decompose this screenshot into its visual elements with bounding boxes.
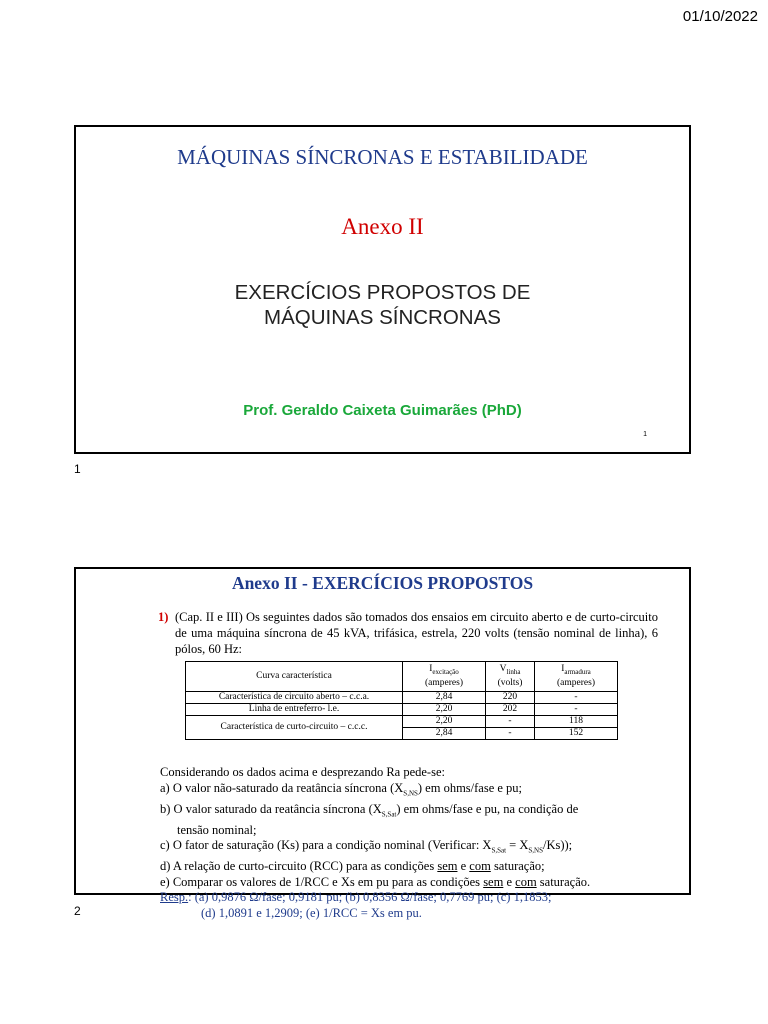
slide-1-number: 1	[643, 431, 647, 438]
cell-curve: Linha de entreferro- l.e.	[186, 703, 403, 715]
page-number-1: 1	[74, 462, 81, 476]
cell-armature: 118	[535, 715, 618, 727]
table-row	[186, 703, 618, 715]
cell-excitation: 2,84	[403, 691, 486, 703]
exercises-heading-line-1: EXERCÍCIOS PROPOSTOS DE	[234, 281, 531, 304]
cell-armature: -	[535, 691, 618, 703]
slide-1	[74, 125, 691, 454]
cell-excitation: 2,20	[403, 703, 486, 715]
slide-2	[74, 567, 691, 920]
item-b: b) O valor saturado da reatância síncrona $(X_{S,Sat})$ em ohms/fase e pu, na condição de	[160, 801, 579, 818]
header-armature-current: $I_{armadura}$ (amperes)	[535, 662, 618, 692]
test-data-table	[185, 661, 618, 740]
cell-curve: Característica de circuito aberto – c.c.a.	[186, 691, 403, 703]
considering-line: Considerando os dados acima e desprezando Ra pede-se:	[160, 765, 445, 779]
question-items	[160, 765, 658, 921]
slide-2-title: Anexo II - EXERCÍCIOS PROPOSTOS	[231, 573, 534, 593]
cell-voltage: 220	[486, 691, 535, 703]
page-number-2: 2	[74, 904, 81, 918]
exercises-heading	[76, 280, 689, 330]
item-d: d) A relação de curto-circuito (RCC) para as condições sem e com saturação;	[160, 859, 545, 873]
cell-voltage: 202	[486, 703, 535, 715]
question-number: 1)	[158, 610, 169, 624]
cell-excitation: 2,20	[403, 715, 486, 727]
item-e: e) Comparar os valores de 1/RCC e Xs em pu para as condições sem e com saturação.	[160, 874, 591, 889]
table-row	[186, 715, 618, 727]
header-curve: Curva característica	[186, 662, 403, 692]
exercise-body	[158, 609, 658, 740]
header-line-voltage: $V_{linha}$ (volts)	[486, 662, 535, 692]
cell-curve: Característica de curto-circuito – c.c.c.	[186, 715, 403, 739]
table-header-row	[186, 662, 618, 692]
cell-armature: 152	[535, 727, 618, 739]
item-c: c) O fator de saturação (Ks) para a condição nominal (Verificar: $X_{S,Sat} = X_{S,NS}/Ks$));	[160, 838, 573, 855]
professor-name: Prof. Geraldo Caixeta Guimarães (PhD)	[243, 402, 522, 419]
cell-armature: -	[535, 703, 618, 715]
table-row	[186, 691, 618, 703]
answer-line-2: (d) 1,0891 e 1,2909; (e) 1/RCC = Xs em pu.	[201, 905, 422, 920]
answer-line-1: Resp.: (a) 0,9876 Ω/fase; 0,9181 pu; (b) 0,8356 Ω/fase; 0,7769 pu; (c) 1,1853;	[160, 890, 552, 904]
cell-excitation: 2,84	[403, 727, 486, 739]
annex-title: Anexo II	[341, 214, 424, 239]
item-b-continued: tensão nominal;	[177, 822, 257, 837]
header-excitation-current: $I_{excitação}$ (amperes)	[403, 662, 486, 692]
cell-voltage: -	[486, 715, 535, 727]
exercises-heading-line-2: MÁQUINAS SÍNCRONAS	[264, 306, 501, 329]
item-a: a) O valor não-saturado da reatância síncrona $(X_{S,NS})$ em ohms/fase e pu;	[160, 780, 523, 797]
cell-voltage: -	[486, 727, 535, 739]
question-intro	[158, 609, 658, 657]
question-text: (Cap. II e III) Os seguintes dados são tomados dos ensaios em circuito aberto e de curto-circuito de uma máquina síncrona de 45 kVA, trifásica, estrela, 220 volts (tensão nominal de linha), 6 pólos, 60 Hz:	[175, 610, 658, 656]
document-date: 01/10/2022	[682, 8, 758, 25]
slide-1-title: MÁQUINAS SÍNCRONAS E ESTABILIDADE	[177, 145, 588, 169]
